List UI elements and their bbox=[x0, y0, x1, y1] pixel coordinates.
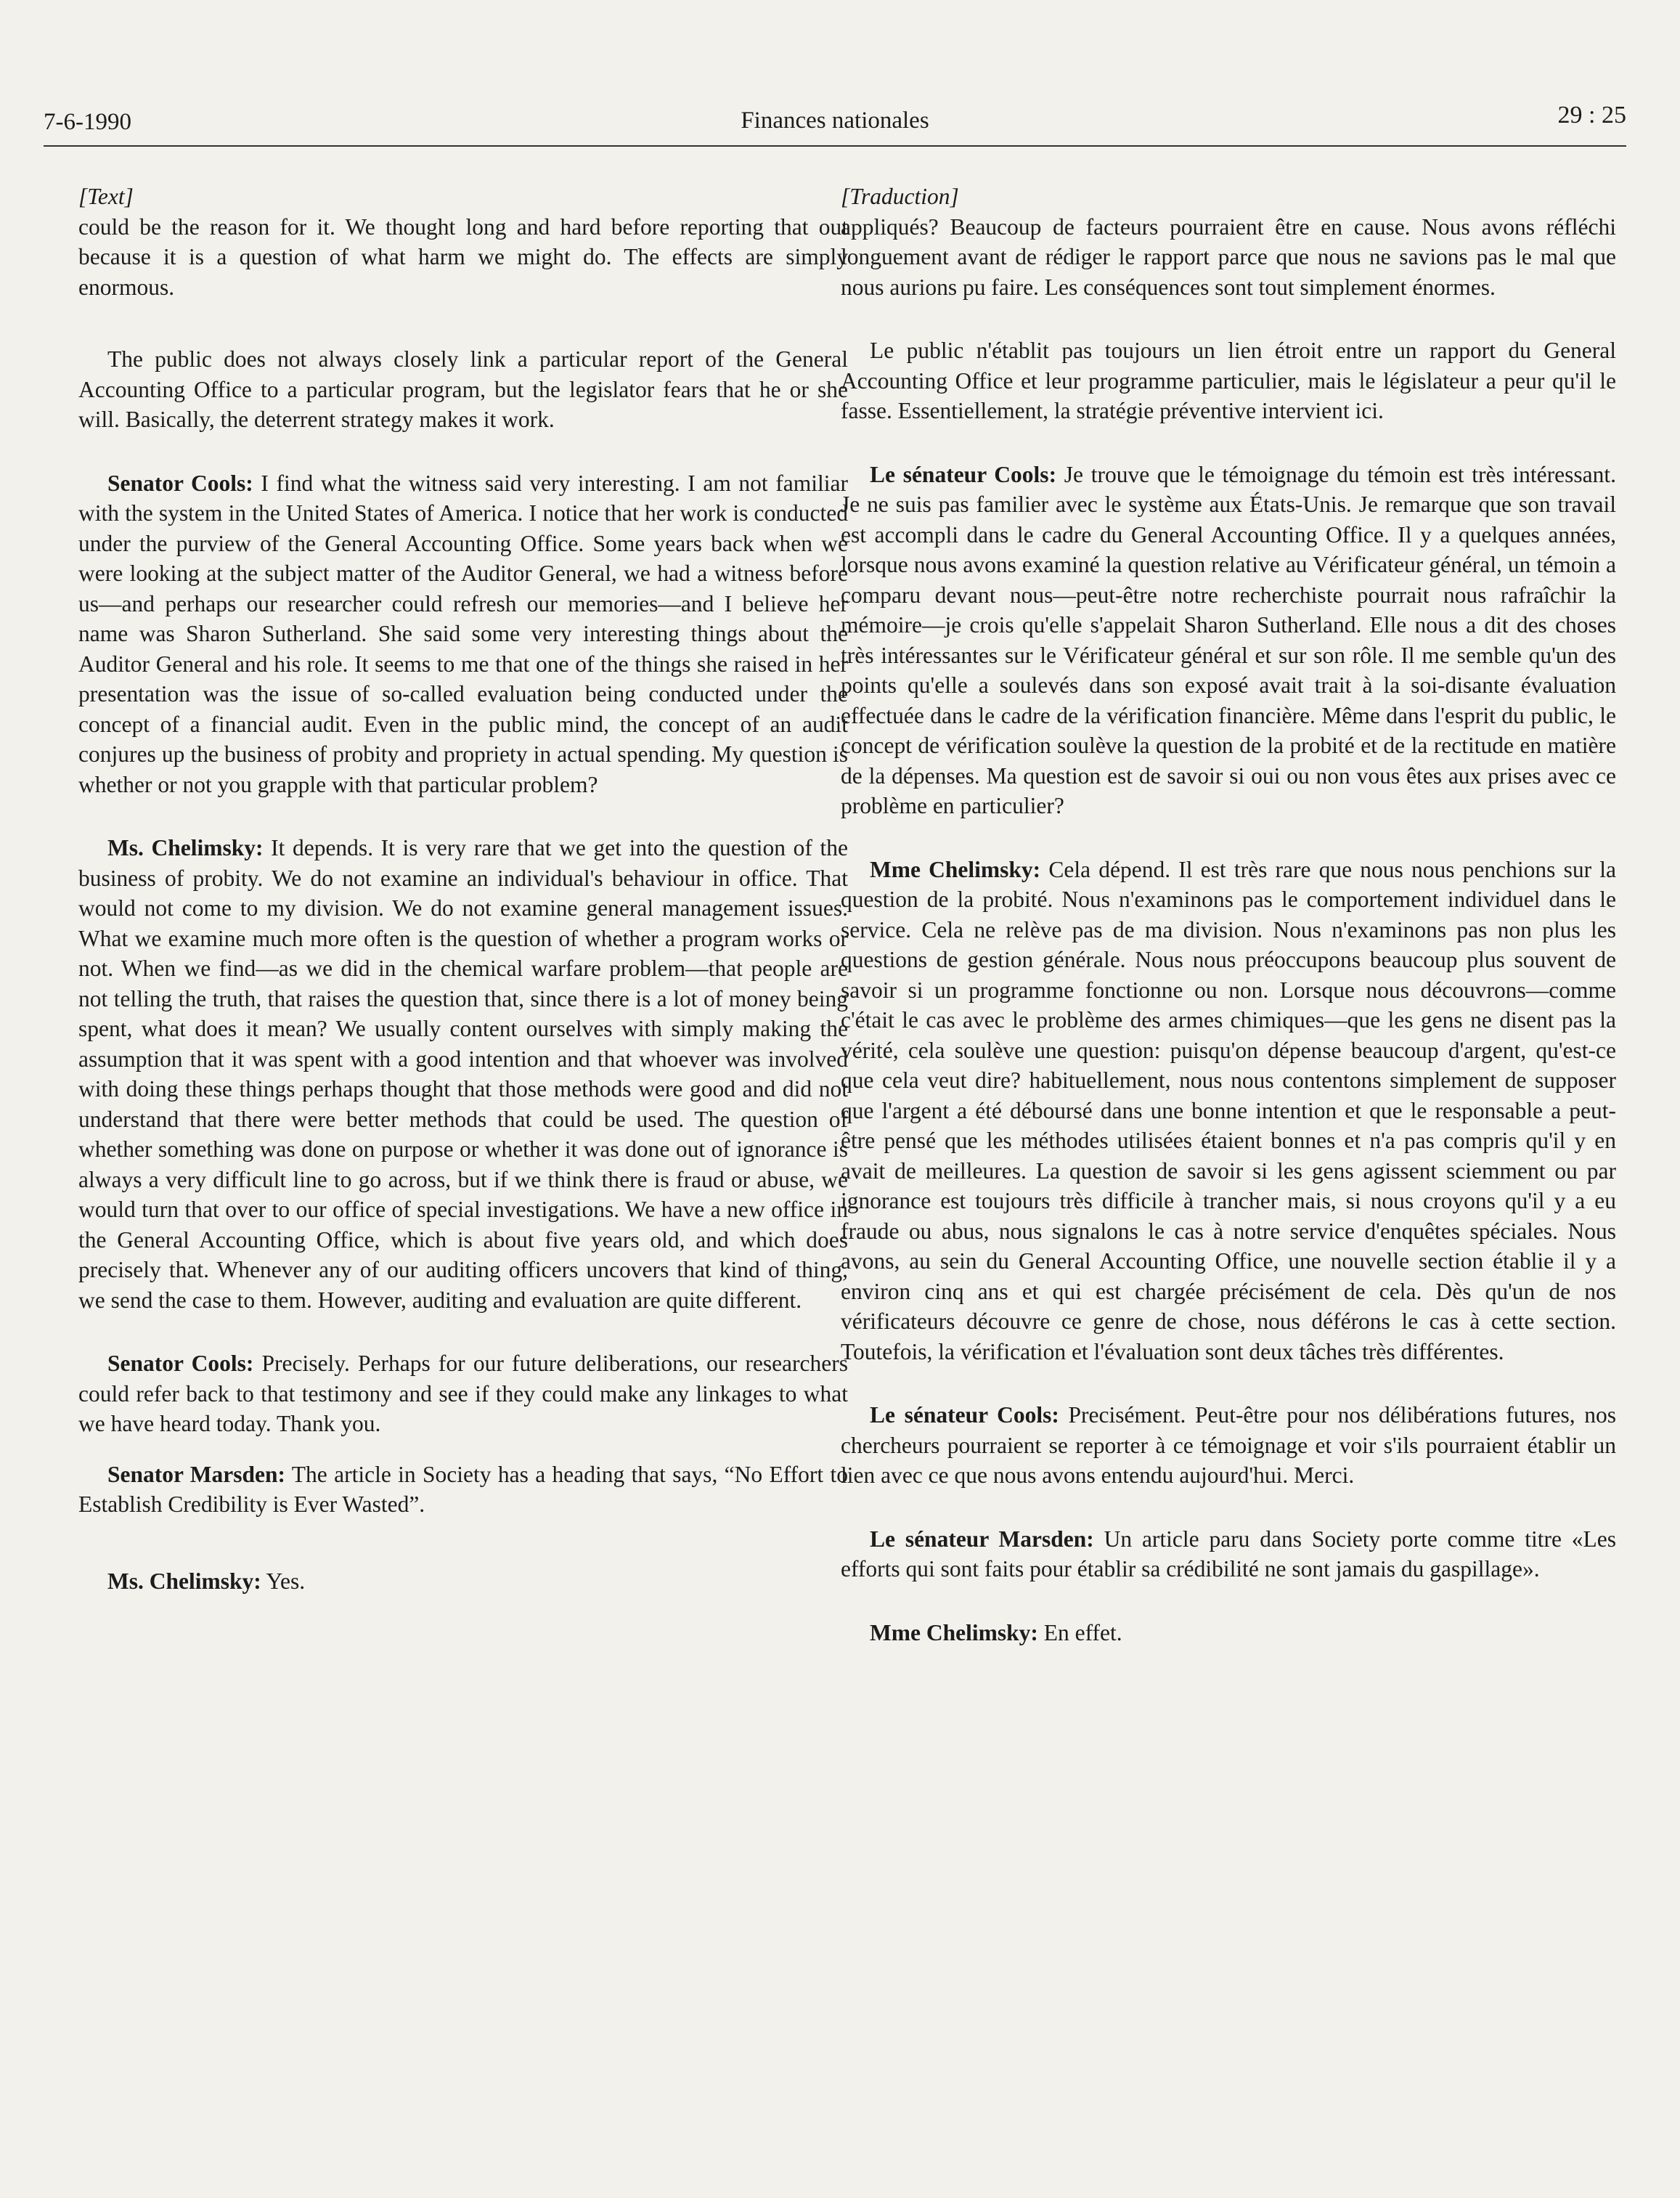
english-paragraph: Senator Marsden: The article in Society has a heading that says, “No Effort to Establish Credibility is Ever Wasted”. bbox=[78, 1461, 849, 1517]
speaker-name: Senator Cools: bbox=[107, 1351, 254, 1376]
speaker-name: Senator Cools: bbox=[107, 470, 253, 496]
speaker-name: Ms. Chelimsky: bbox=[107, 835, 264, 860]
english-column-label: [Text] bbox=[78, 184, 134, 209]
english-paragraph: Ms. Chelimsky: Yes. bbox=[107, 1568, 306, 1594]
english-paragraph: Senator Cools: Precisely. Perhaps for our future deliberations, our researchers could refer back to that testimony and see if they could make any linkages to what we have heard today. Thank you. bbox=[78, 1351, 848, 1436]
speaker-name: Ms. Chelimsky: bbox=[107, 1568, 261, 1594]
speaker-name: Mme Chelimsky: bbox=[870, 856, 1041, 882]
page-header bbox=[44, 102, 1626, 147]
english-paragraph: Senator Cools: I find what the witness said very interesting. I am not familiar with the system in the United States of America. I notice that her work is conducted under the purview of the General Accounting Office. Some years back when we were looking at the subject matter of the Auditor General, we had a witness before us—and perhaps our researcher could refresh our memories—and I believe her name was Sharon Sutherland. She said some very interesting things about the Auditor General and his role. It seems to me that one of the things she raised in her presentation was the issue of so-called evaluation being conducted under the concept of a financial audit. Even in the public mind, the concept of an audit conjures up the business of probity and propriety in actual spending. My question is whether or not you grapple with that particular problem? bbox=[78, 470, 848, 797]
french-paragraph: Mme Chelimsky: Cela dépend. Il est très rare que nous nous penchions sur la question de la probité. Nous n'examinons pas le comportement individuel dans le service. Cela ne relève pas de ma division. Nous n'examinons pas non plus les questions de gestion générale. Nous nous préoccupons beaucoup plus souvent de savoir si un programme fonctionne ou non. Lorsque nous découvrons—comme c'était le cas avec le problème des armes chimiques—que les gens ne disent pas la vérité, cela soulève une question: puisqu'on dépense beaucoup d'argent, qu'est-ce que cela veut dire? habituellement, nous nous contentons simplement de supposer que l'argent a été déboursé dans une bonne intention et que le responsable a peut-être pensé que les méthodes utilisées étaient bonnes et n'a pas compris qu'il y en avait de meilleures. La question de savoir si les gens agissent sciemment ou par ignorance est toujours très difficile à trancher mais, si nous croyons qu'il y a eu fraude ou abus, nous signalons le cas à notre service d'enquêtes spéciales. Nous avons, au sein du General Accounting Office, une nouvelle section établie il y a environ cinq ans et qui est chargée précisément de cela. Dès qu'un de nos vérificateurs découvre ce genre de chose, nous déférons le cas à cette section. Toutefois, la vérification et l'évaluation sont deux tâches très différentes. bbox=[841, 856, 1617, 1364]
english-paragraph: could be the reason for it. We thought long and hard before reporting that out because it is a question of what harm we might do. The effects are simply enormous. bbox=[78, 213, 848, 300]
french-column bbox=[841, 182, 1616, 1681]
header-page-number: 29 : 25 bbox=[1557, 102, 1626, 129]
french-paragraph: Le sénateur Cools: Precisément. Peut-être pour nos délibérations futures, nos chercheurs pourraient se reporter à ce témoignage et voir s'ils pourraient établir un lien avec ce que nous avons entendu aujourd'hui. Merci. bbox=[841, 1402, 1616, 1488]
french-paragraph: Le sénateur Marsden: Un article paru dans Society porte comme titre «Les efforts qui sont faits pour établir sa crédibilité ne sont jamais du gaspillage». bbox=[841, 1526, 1617, 1582]
speaker-name: Le sénateur Cools: bbox=[870, 1402, 1059, 1428]
english-paragraph: Ms. Chelimsky: It depends. It is very rare that we get into the question of the business of probity. We do not examine an individual's behaviour in office. That would not come to my division. We do not examine general management issues. What we examine much more often is the question of whether a program works or not. When we find—as we did in the chemical warfare problem—that people are not telling the truth, that raises the question that, since there is a lot of money being spent, what does it mean? We usually content ourselves with simply making the assumption that it was spent with a good intention and that whoever was involved with doing these things perhaps thought that those methods were good and did not understand that there were better methods that could be used. The question of whether something was done on purpose or whether it was done out of ignorance is always a very difficult line to go across, but if we think there is fraud or abuse, we would turn that over to our office of special investigations. We have a new office in the General Accounting Office, which is about five years old, and which does precisely that. Whenever any of our auditing officers uncovers that kind of thing, we send the case to them. However, auditing and evaluation are quite different. bbox=[78, 835, 849, 1313]
english-paragraph: The public does not always closely link a particular report of the General Accounting Office to a particular program, but the legislator fears that he or she will. Basically, the deterrent strategy makes it work. bbox=[78, 346, 848, 432]
speaker-name: Mme Chelimsky: bbox=[870, 1619, 1038, 1645]
french-paragraph: Le sénateur Cools: Je trouve que le témoignage du témoin est très intéressant. Je ne suis pas familier avec le système aux États-Unis. Je remarque que son travail est accompli dans le cadre du General Accounting Office. Il y a quelques années, lorsque nous avons examiné la question relative au Vérificateur général, un témoin a comparu devant nous—peut-être notre recherchiste pourrait nous rafraîchir la mémoire—je crois qu'elle s'appelait Sharon Sutherland. Elle nous a dit des choses très intéressantes sur le Vérificateur général et sur son rôle. Il me semble qu'un des points qu'elle a soulevés dans son exposé avait trait à la soi-disante évaluation effectuée dans le cadre de la vérification financière. Même dans l'esprit du public, le concept de vérification soulève la question de la probité et de la rectitude en matière de la dépenses. Ma question est de savoir si oui ou non vous êtes aux prises avec ce problème en particulier? bbox=[841, 461, 1616, 818]
french-paragraph: Mme Chelimsky: En effet. bbox=[870, 1619, 1122, 1645]
french-paragraph: appliqués? Beaucoup de facteurs pourraient être en cause. Nous avons réfléchi longuement avant de rédiger le rapport parce que nous ne savions pas le mal que nous aurions pu faire. Les conséquences sont tout simplement énormes. bbox=[841, 213, 1616, 300]
french-column-label: [Traduction] bbox=[841, 184, 959, 209]
english-column bbox=[78, 182, 848, 1629]
speaker-name: Le sénateur Cools: bbox=[870, 461, 1057, 487]
french-paragraph: Le public n'établit pas toujours un lien étroit entre un rapport du General Accounting Office et leur programme particulier, mais le législateur a peur qu'il le fasse. Essentiellement, la stratégie préventive intervient ici. bbox=[841, 338, 1616, 423]
speaker-name: Le sénateur Marsden: bbox=[870, 1526, 1094, 1552]
header-date: 7-6-1990 bbox=[44, 109, 131, 135]
speaker-name: Senator Marsden: bbox=[107, 1461, 286, 1487]
header-title: Finances nationales bbox=[741, 107, 929, 134]
